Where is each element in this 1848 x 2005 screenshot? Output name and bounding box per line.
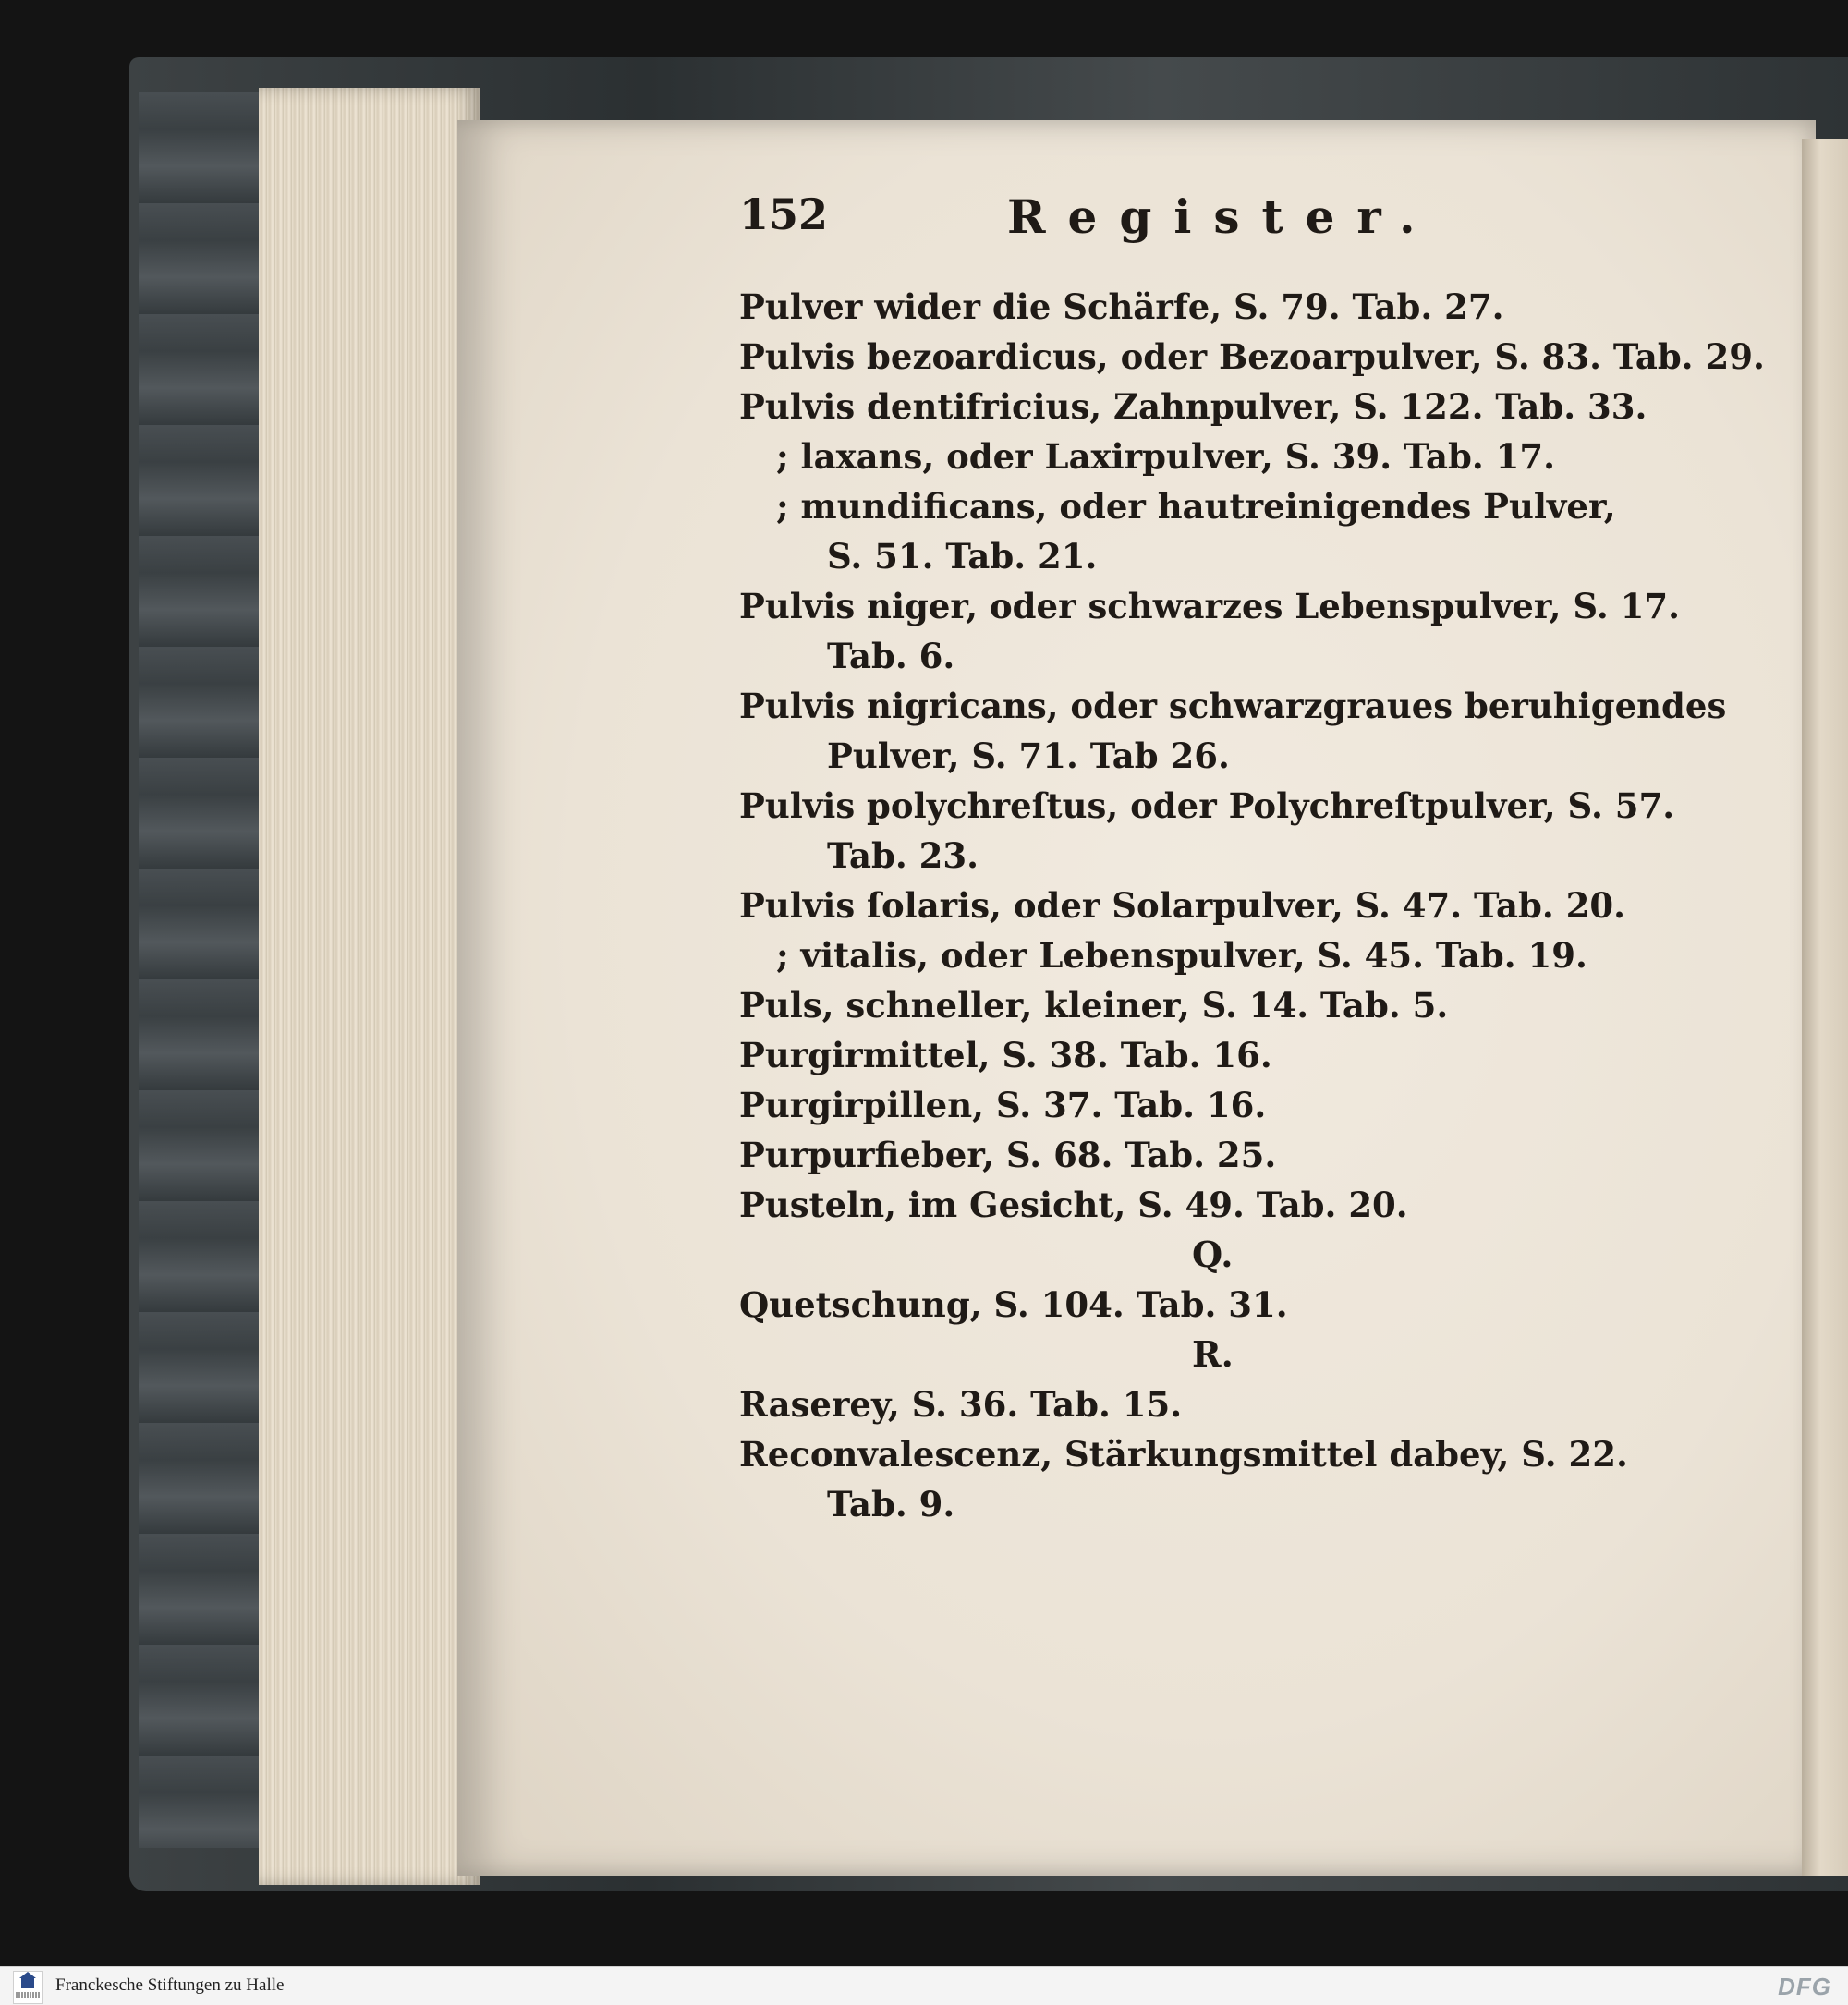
register-entry: ; vitalis, oder Lebenspulver, S. 45. Tab. 19.: [776, 935, 1587, 976]
register-entry: Pulvis ſolaris, oder Solarpulver, S. 47. Tab. 20.: [739, 885, 1626, 926]
register-entry: Tab. 9.: [827, 1484, 955, 1525]
section-letter: Q.: [1192, 1233, 1234, 1275]
register-entries: [739, 282, 1765, 1529]
page-heading: Register.: [1007, 189, 1438, 244]
register-entry: ; mundificans, oder hautreinigendes Pulver,: [776, 486, 1616, 527]
section-letter: R.: [1192, 1333, 1234, 1375]
page-edges: [259, 88, 480, 1885]
register-entry: Purgirmittel, S. 38. Tab. 16.: [739, 1035, 1272, 1075]
page-number: 152: [739, 189, 829, 239]
facing-page-edge: [1802, 139, 1848, 1876]
register-entry: Pusteln, im Gesicht, S. 49. Tab. 20.: [739, 1185, 1408, 1225]
register-entry: Purgirpillen, S. 37. Tab. 16.: [739, 1085, 1267, 1125]
institution-name: Franckesche Stiftungen zu Halle: [55, 1975, 285, 1995]
register-entry: Purpurfieber, S. 68. Tab. 25.: [739, 1135, 1277, 1175]
register-entry: Pulvis nigricans, oder schwarzgraues beruhigendes: [739, 686, 1727, 726]
register-entry: Pulver, S. 71. Tab 26.: [827, 735, 1230, 776]
register-entry: Pulvis niger, oder schwarzes Lebenspulver, S. 17.: [739, 586, 1680, 626]
register-entry: Quetschung, S. 104. Tab. 31.: [739, 1284, 1288, 1325]
register-entry: Pulver wider die Schärfe, S. 79. Tab. 27.: [739, 286, 1504, 327]
register-entry: Raserey, S. 36. Tab. 15.: [739, 1384, 1183, 1425]
register-entry: Reconvalescenz, Stärkungsmittel dabey, S. 22.: [739, 1434, 1628, 1475]
register-entry: S. 51. Tab. 21.: [827, 536, 1098, 577]
register-entry: Pulvis bezoardicus, oder Bezoarpulver, S. 83. Tab. 29.: [739, 336, 1765, 377]
francke-foundation-logo-icon: [13, 1971, 43, 2004]
register-entry: Pulvis polychreſtus, oder Polychreſtpulver, S. 57.: [739, 785, 1675, 826]
register-entry: Tab. 6.: [827, 636, 955, 676]
footer-bar: [0, 1966, 1848, 2005]
logo-caption: [16, 1992, 40, 1998]
marbled-cover-strip: [139, 92, 263, 1848]
register-entry: Pulvis dentifricius, Zahnpulver, S. 122. Tab. 33.: [739, 386, 1647, 427]
register-entry: ; laxans, oder Laxirpulver, S. 39. Tab. 17.: [776, 436, 1555, 477]
register-entry: Puls, schneller, kleiner, S. 14. Tab. 5.: [739, 985, 1449, 1026]
page-header: [739, 189, 1441, 263]
register-entry: Tab. 23.: [827, 835, 979, 876]
logo-building: [21, 1977, 34, 1988]
dfg-logo: DFG: [1778, 1973, 1831, 2000]
